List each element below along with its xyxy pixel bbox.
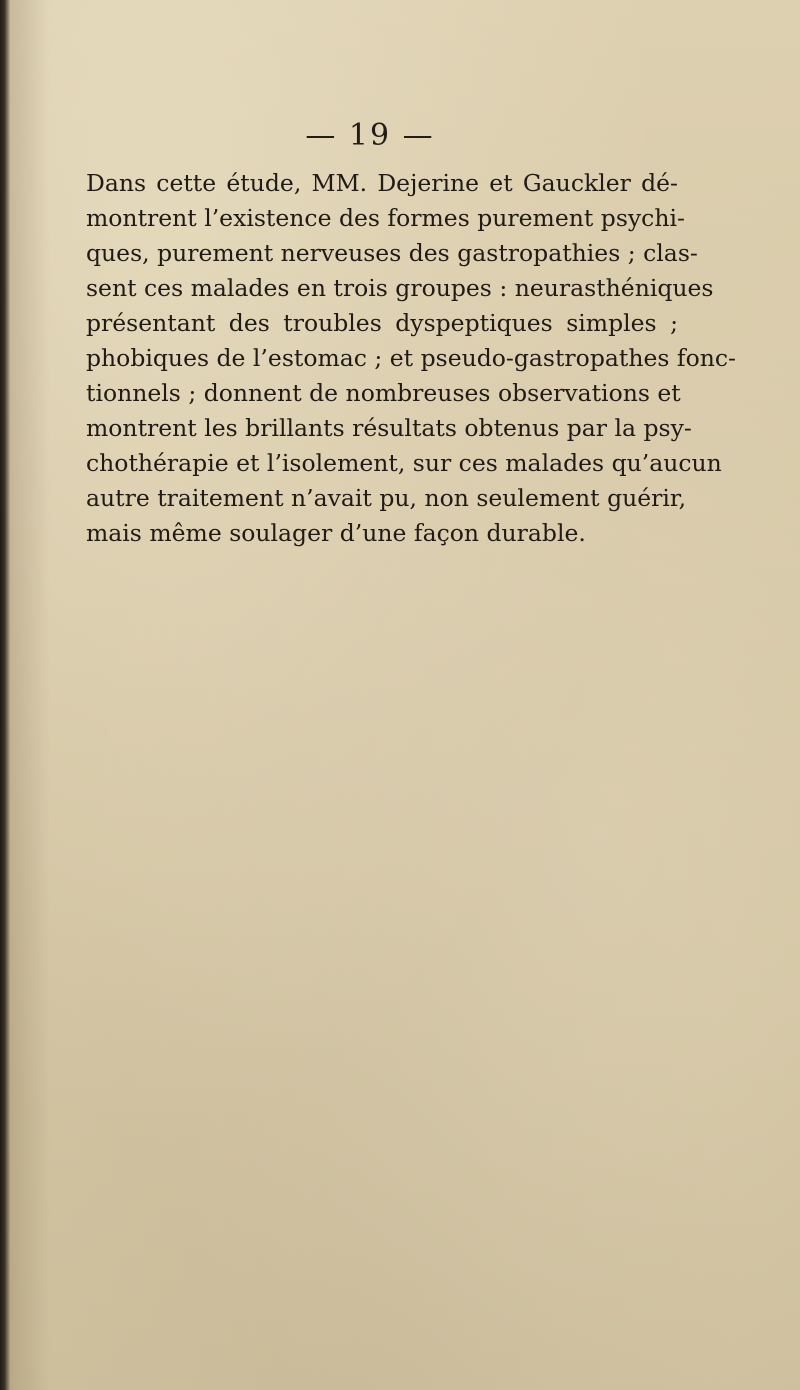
text-line: présentant des troubles dyspeptiques simples ; bbox=[86, 309, 678, 337]
page-number: — 19 — bbox=[305, 118, 435, 153]
body-paragraph bbox=[86, 166, 736, 551]
text-line: montrent l’existence des formes purement psychi- bbox=[86, 204, 685, 232]
text-line-last: mais même soulager d’une façon durable. bbox=[86, 519, 586, 547]
text-line: tionnels ; donnent de nombreuses observations et bbox=[86, 379, 681, 407]
page-fold-shadow bbox=[10, 0, 50, 1390]
text-line: montrent les brillants résultats obtenus par la psy- bbox=[86, 414, 692, 442]
text-line: ques, purement nerveuses des gastropathies ; clas- bbox=[86, 239, 698, 267]
text-line: chothérapie et l’isolement, sur ces malades qu’aucun bbox=[86, 449, 722, 477]
text-line: phobiques de l’estomac ; et pseudo-gastropathes fonc- bbox=[86, 344, 736, 372]
text-line: Dans cette étude, MM. Dejerine et Gauckler dé- bbox=[86, 169, 678, 197]
book-spine-edge bbox=[0, 0, 10, 1390]
text-line: sent ces malades en trois groupes : neurasthéniques bbox=[86, 274, 714, 302]
text-line: autre traitement n’avait pu, non seulement guérir, bbox=[86, 484, 687, 512]
